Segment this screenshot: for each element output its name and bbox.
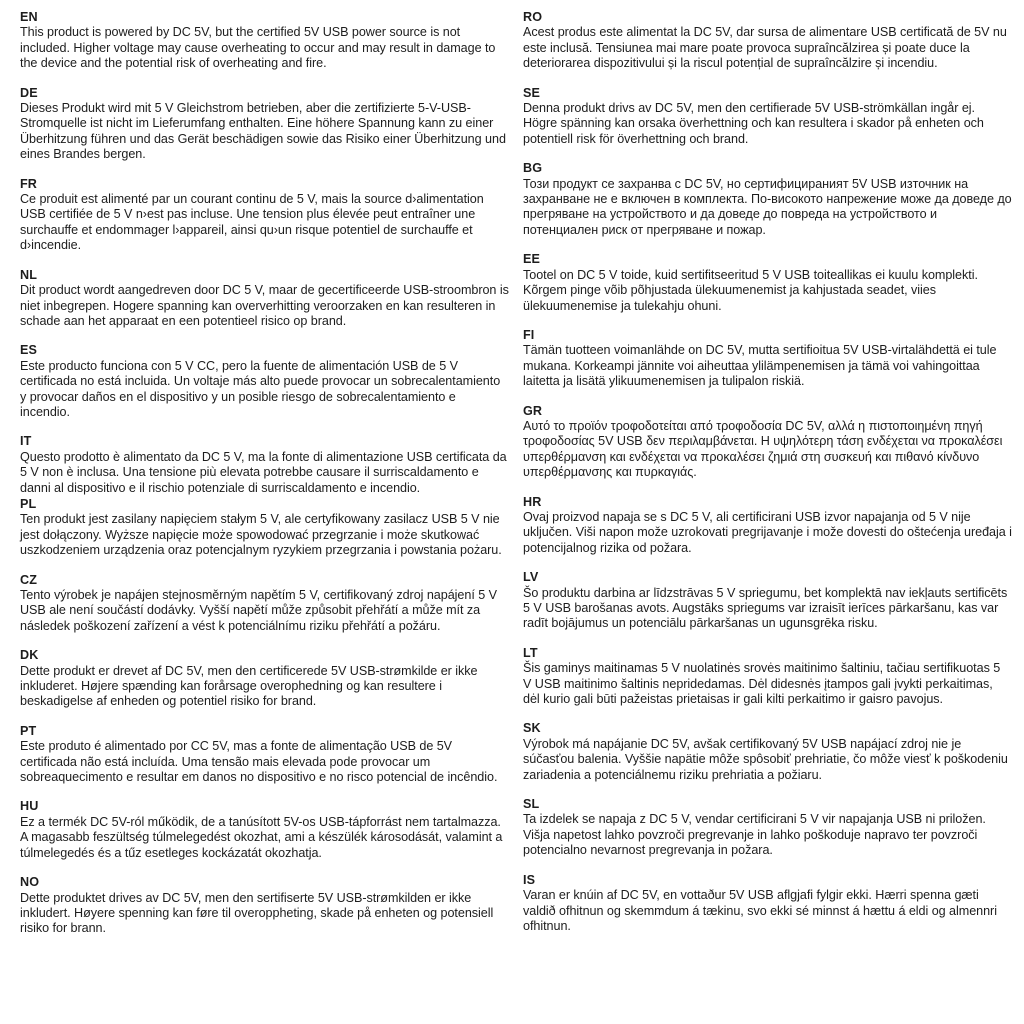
- lang-code-fi: FI: [523, 327, 535, 342]
- lang-code-sk: SK: [523, 721, 541, 736]
- lang-text-fi: Tämän tuotteen voimanlähde on DC 5V, mutta sertifioitua 5V USB-virtalähdettä ei tule mukana. Korkeampi jännite voi aiheuttaa ylilämpenemisen ja tämä voi vahingoittaa laitetta ja lisätä ylikuumenemisen ja tulipalon riskiä.: [523, 343, 997, 389]
- lang-section-hr: [523, 495, 1012, 557]
- lang-text-de: Dieses Produkt wird mit 5 V Gleichstrom betrieben, aber die zertifizierte 5-V-USB-Stromquelle ist nicht im Lieferumfang enthalten. Eine höhere Spannung kann zu einer Überhitzung führen und das Gerät beschädigen sowie das Risiko einer Überhitzung und eines Brandes bergen.: [20, 101, 506, 162]
- lang-section-es: [20, 343, 509, 420]
- lang-code-fr: FR: [20, 176, 37, 191]
- lang-section-bg: [523, 161, 1012, 238]
- lang-text-dk: Dette produkt er drevet af DC 5V, men den certificerede 5V USB-strømkilde er ikke inkluderet. Højere spænding kan forårsage overophedning og kan resultere i beskadigelse af enheden og potentiel risiko for brand.: [20, 663, 478, 709]
- lang-code-hr: HR: [523, 494, 542, 509]
- left-column: [20, 10, 509, 951]
- lang-code-lv: LV: [523, 570, 539, 585]
- lang-code-no: NO: [20, 875, 40, 890]
- lang-text-gr: Αυτό το προϊόν τροφοδοτείται από τροφοδοσία DC 5V, αλλά η πιστοποιημένη πηγή τροφοδοσίας 5V USB δεν περιλαμβάνεται. Η υψηλότερη τάση ενδέχεται να προκαλέσει υπερθέρμανση και ενδέχεται να προκαλέσει ζημιά στη συσκευή και πιθανό κίνδυνο υπερθέρμανσης και πυρκαγιάς.: [523, 418, 1003, 480]
- lang-text-ee: Tootel on DC 5 V toide, kuid sertifitseeritud 5 V USB toiteallikas ei kuulu komplekti. Kõrgem pinge võib põhjustada ülekuumenemist ja kahjustada seadet, viies ülekuumenemise ja tulekahju ohuni.: [523, 267, 978, 313]
- lang-code-nl: NL: [20, 267, 37, 282]
- lang-section-it: [20, 434, 509, 496]
- lang-code-pt: PT: [20, 723, 37, 738]
- lang-code-dk: DK: [20, 648, 39, 663]
- lang-section-hu: [20, 799, 509, 861]
- lang-code-lt: LT: [523, 645, 538, 660]
- lang-text-bg: Този продукт се захранва с DC 5V, но сертифицираният 5V USB източник на захранване не е включен в комплекта. По-високото напрежение може да доведе до прегряване на устройството и да доведе до повреда на устройството и потенциален риск от прегряване и пожар.: [523, 176, 1012, 237]
- lang-code-en: EN: [20, 10, 38, 24]
- lang-section-cz: [20, 573, 509, 635]
- lang-section-de: [20, 86, 509, 163]
- lang-text-lv: Šo produktu darbina ar līdzstrāvas 5 V spriegumu, bet komplektā nav iekļauts sertificēts 5 V USB barošanas avots. Augstāks spriegums var izraisīt ierīces pārkaršanu, kas var radīt bojājumus un potenciālu pārkaršanas un ugunsgrēka risku.: [523, 585, 1008, 631]
- lang-section-se: [523, 86, 1012, 148]
- lang-code-es: ES: [20, 343, 37, 358]
- lang-section-no: [20, 875, 509, 937]
- lang-code-ee: EE: [523, 252, 540, 267]
- lang-code-bg: BG: [523, 161, 543, 176]
- lang-text-it: Questo prodotto è alimentato da DC 5 V, ma la fonte di alimentazione USB certificata da 5 V non è inclusa. Una tensione più elevata potrebbe causare il surriscaldamento e danni al dispositivo e il rischio potenziale di surriscaldamento e incendio.: [20, 449, 507, 495]
- lang-text-es: Este producto funciona con 5 V CC, pero la fuente de alimentación USB de 5 V certificada no está incluida. Un voltaje más alto puede provocar un sobrecalentamiento y provocar daños en el dispositivo y un posible riesgo de sobrecalentamiento e incendio.: [20, 358, 501, 419]
- lang-code-ro: RO: [523, 10, 543, 24]
- lang-code-gr: GR: [523, 403, 543, 418]
- lang-text-en: This product is powered by DC 5V, but the certified 5V USB power source is not included. Higher voltage may cause overheating to occur and may result in damage to the device and the potential risk of overheating and fire.: [20, 25, 496, 71]
- right-column: [523, 10, 1012, 951]
- lang-text-lt: Šis gaminys maitinamas 5 V nuolatinės srovės maitinimo šaltiniu, tačiau sertifikuotas 5 V USB maitinimo šaltinis nepridedamas. Dėl didesnės įtampos gali įvykti perkaitimas, dėl kurio gali būti pažeistas prietaisas ir gali kilti perkaitimo ir gaisro pavojus.: [523, 661, 1001, 707]
- lang-text-is: Varan er knúin af DC 5V, en vottaður 5V USB aflgjafi fylgir ekki. Hærri spenna gæti valdið ofhitnun og skemmdum á tækinu, svo ekki sé minnst á hættu á eldi og almennri ofhitnun.: [523, 888, 997, 933]
- lang-text-hr: Ovaj proizvod napaja se s DC 5 V, ali certificirani USB izvor napajanja od 5 V nije uključen. Viši napon može uzrokovati pregrijavanje i može dovesti do oštećenja uređaja i potencijalnog rizika od požara.: [523, 509, 1012, 555]
- lang-section-sk: [523, 721, 1012, 783]
- lang-section-sl: [523, 797, 1012, 859]
- lang-section-fr: [20, 177, 509, 254]
- lang-text-sk: Výrobok má napájanie DC 5V, avšak certifikovaný 5V USB napájací zdroj nie je súčasťou balenia. Vyššie napätie môže spôsobiť prehriatie, čo môže viesť k poškodeniu zariadenia a potenciálnemu riziku prehriatia a požiaru.: [523, 736, 1008, 782]
- lang-section-is: [523, 873, 1012, 935]
- lang-section-lt: [523, 646, 1012, 708]
- lang-code-hu: HU: [20, 799, 39, 814]
- lang-text-ro: Acest produs este alimentat la DC 5V, dar sursa de alimentare USB certificată de 5V nu este inclusă. Tensiunea mai mare poate provoca supraîncălzirea și poate duce la deteriorarea dispozitivului și la riscul potențial de supraîncălzire și incendiu.: [523, 25, 1007, 71]
- lang-code-pl: PL: [20, 496, 37, 511]
- lang-text-pl: Ten produkt jest zasilany napięciem stałym 5 V, ale certyfikowany zasilacz USB 5 V nie jest dołączony. Wyższe napięcie może spowodować przegrzanie i może skutkować uszkodzeniem urządzenia oraz potencjalnym ryzykiem przegrzania i powstania pożaru.: [20, 512, 502, 558]
- lang-text-pt: Este produto é alimentado por CC 5V, mas a fonte de alimentação USB de 5V certificada não está incluída. Uma tensão mais elevada pode provocar um sobreaquecimento e resultar em danos no dispositivo e no risco potencial de incêndio.: [20, 739, 498, 785]
- lang-section-en: [20, 10, 509, 72]
- lang-section-gr: [523, 404, 1012, 481]
- lang-section-dk: [20, 648, 509, 710]
- lang-text-cz: Tento výrobek je napájen stejnosměrným napětím 5 V, certifikovaný zdroj napájení 5 V USB ale není součástí dodávky. Vyšší napětí může způsobit přehřátí a může mít za následek poškození zařízení a vést k potenciálnímu riziku přehřátí a požáru.: [20, 588, 497, 633]
- lang-text-no: Dette produktet drives av DC 5V, men den sertifiserte 5V USB-strømkilden er ikke inkludert. Høyere spenning kan føre til overoppheting, skade på enheten og potensiell risiko for brann.: [20, 890, 494, 936]
- lang-section-pl: [20, 497, 509, 559]
- lang-code-sl: SL: [523, 797, 540, 812]
- lang-code-cz: CZ: [20, 572, 37, 587]
- lang-section-lv: [523, 570, 1012, 632]
- lang-text-nl: Dit product wordt aangedreven door DC 5 V, maar de gecertificeerde USB-stroombron is niet inbegrepen. Hogere spanning kan oververhitting veroorzaken en kan resulteren in schade aan het apparaat en een potentieel risico op brand.: [20, 283, 509, 328]
- lang-section-nl: [20, 268, 509, 330]
- lang-text-se: Denna produkt drivs av DC 5V, men den certifierade 5V USB-strömkällan ingår ej. Högre spänning kan orsaka överhettning och kan resultera i skador på enheten och potentiell risk för överhettning och brand.: [523, 101, 984, 146]
- lang-section-ee: [523, 252, 1012, 314]
- lang-section-ro: [523, 10, 1012, 72]
- lang-code-de: DE: [20, 85, 38, 100]
- lang-text-hu: Ez a termék DC 5V-ról működik, de a tanúsított 5V-os USB-tápforrást nem tartalmazza. A magasabb feszültség túlmelegedést okozhat, ami a készülék károsodását, valamint a túlmelegedés és a tűz esetleges kockázatát okozhatja.: [20, 814, 503, 860]
- lang-code-it: IT: [20, 434, 32, 449]
- lang-code-se: SE: [523, 85, 540, 100]
- lang-text-sl: Ta izdelek se napaja z DC 5 V, vendar certificirani 5 V vir napajanja USB ni priložen. Višja napetost lahko povzroči pregrevanje in lahko poškoduje napravo ter povzroči potencialno nevarnost pregrevanja in požara.: [523, 812, 986, 858]
- lang-code-is: IS: [523, 872, 536, 887]
- lang-text-fr: Ce produit est alimenté par un courant continu de 5 V, mais la source d›alimentation USB certifiée de 5 V n›est pas incluse. Une tension plus élevée peut entraîner une surchauffe et endommager l›appareil, ainsi qu›un risque potentiel de surchauffe et d›incendie.: [20, 192, 484, 253]
- lang-section-fi: [523, 328, 1012, 390]
- lang-section-pt: [20, 724, 509, 786]
